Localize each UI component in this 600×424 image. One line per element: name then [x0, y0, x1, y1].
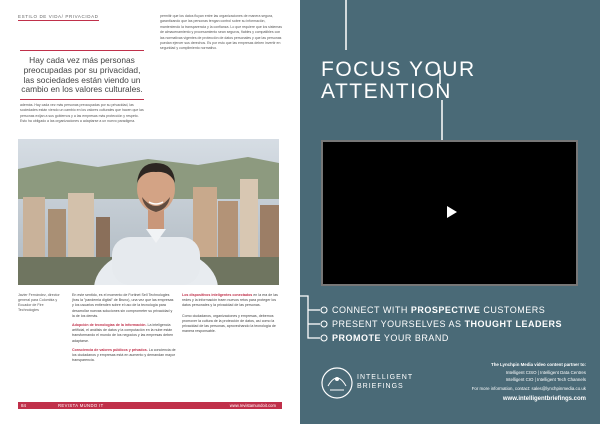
cta-text: YOUR BRAND — [381, 333, 449, 343]
bullet-title: Los dispositivos inteligentes conectados — [182, 293, 253, 297]
page-number: 84 — [21, 403, 27, 408]
contact-info[interactable]: For more information, contact: sales@lynchpinmedia.co.uk — [471, 386, 586, 391]
partners-line1: Intelligent CISO | Intelligent Data Centres — [505, 370, 586, 375]
footer-url: www.revistamundoit.com — [229, 403, 276, 408]
logo-line2: BRIEFINGS — [357, 383, 404, 390]
bullet-item — [72, 348, 176, 364]
ad-title-line1: FOCUS YOUR — [321, 58, 476, 81]
section-label: ESTILO DE VIDA/ PRIVACIDAD — [18, 14, 99, 19]
cta-text: CONNECT WITH — [332, 305, 411, 315]
logo-line1: INTELLIGENT — [357, 374, 414, 381]
article-photo — [18, 139, 279, 285]
intelligent-briefings-logo — [320, 362, 420, 406]
page-footer — [18, 402, 282, 409]
pull-quote: Hay cada vez más personas preocupadas por su privacidad, las sociedades están viendo un cambio en los valores culturales. — [20, 50, 144, 100]
bullet-item — [72, 323, 176, 344]
bullet-item — [182, 293, 282, 309]
logo-emblem-icon — [320, 366, 354, 400]
bullet-text: en la era de las redes y la información traen nuevos retos para proteger los datos personales y la privacidad de las personas. — [182, 293, 278, 308]
cta-text: CUSTOMERS — [480, 305, 546, 315]
footer-publication: REVISTA MUNDO IT — [58, 403, 104, 408]
right-page-ad — [300, 0, 600, 424]
bullet-text: La inteligencia artificial, el análisis de datos y la computación en la nube están transformando el mundo de los negocios y las empresas deben adaptarse. — [72, 323, 174, 343]
bullet-title: Adopción de tecnologías de la información. — [72, 323, 147, 328]
body-text-col3 — [72, 293, 176, 363]
partners-title: The Lynchpin Media video content partner to: — [491, 362, 586, 367]
cta-present — [332, 319, 562, 329]
website-link[interactable]: www.intelligentbriefings.com — [502, 396, 586, 402]
col4-text: Como ciudadanos, organizaciones y empresas, debemos promover la cultura de la protección de datos, así como la privacidad de las personas, aprovechando la tecnología de manera responsable. — [182, 313, 276, 334]
bullet-title: Consciencia de valores públicos y privados. — [72, 347, 148, 352]
bullet-text: La conciencia de los ciudadanos y empresas está en aumento y demandan mayor transparencia. — [72, 347, 176, 363]
ad-title-line2: ATTENTION — [321, 80, 452, 103]
cta-text: PRESENT YOURSELVES AS — [332, 319, 465, 329]
play-icon[interactable] — [447, 206, 457, 218]
cta-connect — [332, 305, 545, 315]
cta-bold: THOUGHT LEADERS — [464, 319, 563, 329]
cta-bold: PROSPECTIVE — [410, 305, 481, 315]
body-text-col4 — [182, 293, 282, 334]
col3-intro: En este sentido, es el momento de Fortinet Sell Technologies (tras la "pandemia digital" de Bruno), una vez que las empresas y los usuarios entienden sobre el uso de la tecnología para desarrollar nuevas soluciones sin comprometer su privacidad y la de los demás. — [72, 293, 174, 318]
partners-line2: Intelligent CIO | Intelligent Tech Channels — [505, 377, 586, 382]
cta-bold: PROMOTE — [332, 333, 382, 343]
photo-caption: Javier Fernández, director general para Colombia y Ecuador de Fire Technologies — [18, 293, 60, 312]
body-text-col1: además. Hay cada vez más personas preocupadas por su privacidad, las sociedades están viendo un cambio en los valores culturales que hacen que las personas exijan a sus gobiernos y a las empresas más protección y respeto. Esto ha obligado a las organizaciones a adaptarse a un nuevo paradigma. — [20, 103, 144, 124]
body-text-col2: permitir que los datos fluyan entre las organizaciones de manera segura, garantizando que las personas tengan control sobre su información, manteniendo la transparencia y la confianza. Lo que requiere que los sistemas de almacenamiento y procesamiento sean seguros, fiables y compatibles con las normativas vigentes de protección de datos personales y que las personas puedan ejercer sus derechos. Es por esto que las empresas deben invertir en seguridad y cumplimiento normativo. — [160, 14, 282, 51]
photo-illustration — [18, 139, 279, 285]
video-player[interactable] — [321, 140, 578, 286]
cta-promote — [332, 333, 449, 343]
